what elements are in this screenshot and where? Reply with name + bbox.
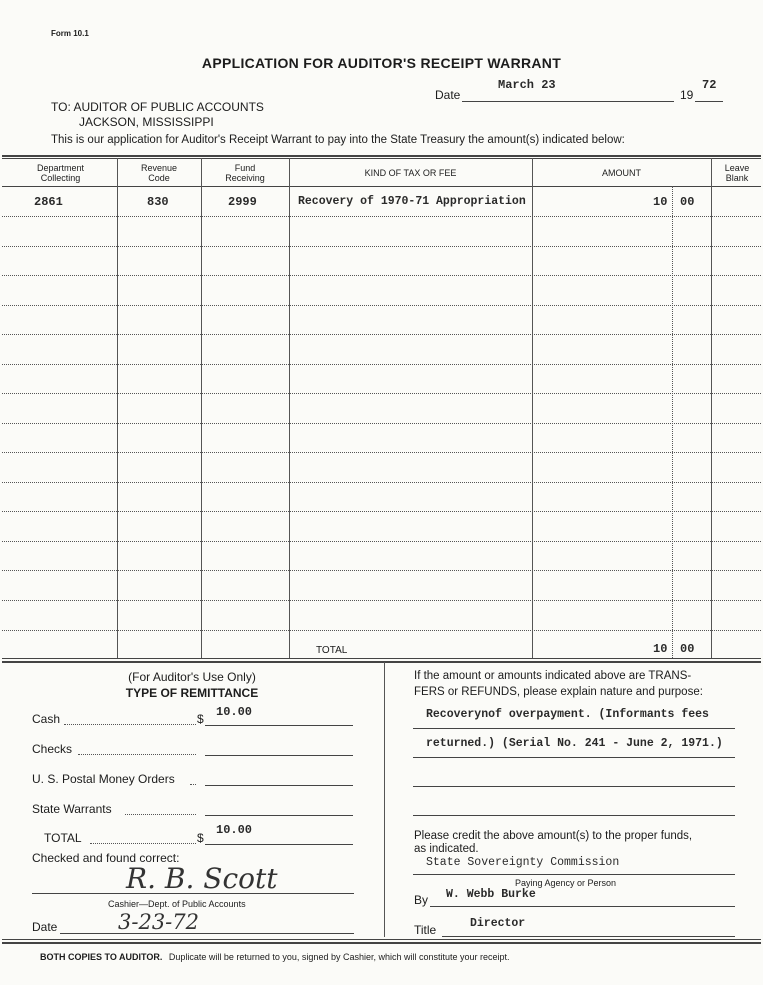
year-prefix: 19: [680, 88, 694, 102]
header-department: Department Collecting: [36, 163, 85, 183]
year-line: [695, 101, 723, 102]
remittance-heading: TYPE OF REMITTANCE: [125, 686, 259, 700]
remittance-total-value: 10.00: [216, 823, 253, 837]
by-label: By: [414, 893, 429, 907]
explanation-line-2: returned.) (Serial No. 241 - June 2, 1971.): [426, 737, 723, 750]
table-row-department: 2861: [34, 195, 63, 209]
year-value: 72: [702, 78, 717, 92]
date-value: March 23: [498, 78, 556, 92]
table-row-kind: Recovery of 1970-71 Appropriation: [298, 195, 526, 208]
money-orders-line: [205, 785, 353, 786]
cashier-signature: R. B. Scott: [126, 862, 278, 895]
cash-label: Cash: [32, 712, 61, 726]
date-label: Date: [435, 88, 461, 102]
header-revenue-code: Revenue Code: [140, 163, 178, 183]
state-warrants-label: State Warrants: [32, 802, 112, 816]
to-line-1: TO: AUDITOR OF PUBLIC ACCOUNTS: [51, 100, 264, 114]
footer-bold: BOTH COPIES TO AUDITOR.: [40, 952, 163, 962]
title-line: [442, 936, 735, 937]
cash-dollar-sign: $: [197, 712, 204, 726]
footer-text: Duplicate will be returned to you, signed by Cashier, which will constitute your receipt.: [168, 952, 510, 962]
money-orders-label: U. S. Postal Money Orders: [32, 772, 175, 786]
paying-agency-value: State Sovereignty Commission: [426, 856, 620, 869]
explanation-instruction-line-2: FERS or REFUNDS, please explain nature and purpose:: [414, 686, 703, 698]
by-value: W. Webb Burke: [446, 888, 536, 901]
table-total-cents: 00: [680, 642, 695, 656]
header-leave-blank: Leave Blank: [724, 163, 750, 183]
cashier-date-label: Date: [32, 920, 58, 934]
footer: [40, 952, 510, 962]
to-line-2: JACKSON, MISSISSIPPI: [79, 115, 214, 129]
cash-value: 10.00: [216, 705, 253, 719]
total-dollar-sign: $: [197, 831, 204, 845]
remittance-total-line: [205, 844, 353, 845]
cashier-signature-line: [32, 893, 354, 894]
cash-line: [205, 725, 353, 726]
explanation-instruction-line-1: If the amount or amounts indicated above are TRANS-: [414, 670, 692, 682]
cashier-date-value: 3-23-72: [118, 910, 199, 934]
auditor-use-note: (For Auditor's Use Only): [128, 670, 256, 684]
section-divider: [384, 662, 385, 937]
table-total-label: TOTAL: [316, 645, 348, 656]
paying-agency-label: Paying Agency or Person: [515, 878, 617, 888]
table-row-fund: 2999: [228, 195, 257, 209]
title-value: Director: [470, 917, 526, 930]
intro-text: This is our application for Auditor's Receipt Warrant to pay into the State Treasury the amount(s) indicated below:: [51, 134, 625, 146]
header-kind: KIND OF TAX OR FEE: [364, 168, 457, 178]
header-fund-receiving: Fund Receiving: [225, 163, 265, 183]
credit-instruction-line-2: as indicated.: [414, 843, 479, 855]
title-label: Title: [414, 923, 437, 937]
checked-label: Checked and found correct:: [32, 851, 180, 865]
table-total-dollars: 10: [653, 642, 668, 656]
date-line: [462, 101, 674, 102]
cashier-label: Cashier—Dept. of Public Accounts: [108, 899, 246, 909]
header-amount: AMOUNT: [602, 168, 641, 178]
checks-line: [205, 755, 353, 756]
cashier-date-line: [60, 933, 354, 934]
table-row-revenue-code: 830: [147, 195, 169, 209]
by-line: [430, 906, 735, 907]
table-row-dollars: 10: [653, 195, 668, 209]
credit-instruction-line-1: Please credit the above amount(s) to the proper funds,: [414, 830, 693, 842]
form-title: APPLICATION FOR AUDITOR'S RECEIPT WARRANT: [201, 55, 562, 71]
checks-label: Checks: [32, 742, 73, 756]
explanation-line-1: Recoverynof overpayment. (Informants fees: [426, 708, 709, 721]
table-row-cents: 00: [680, 195, 695, 209]
remittance-total-label: TOTAL: [44, 831, 82, 845]
form-number: Form 10.1: [51, 29, 89, 38]
state-warrants-line: [205, 815, 353, 816]
